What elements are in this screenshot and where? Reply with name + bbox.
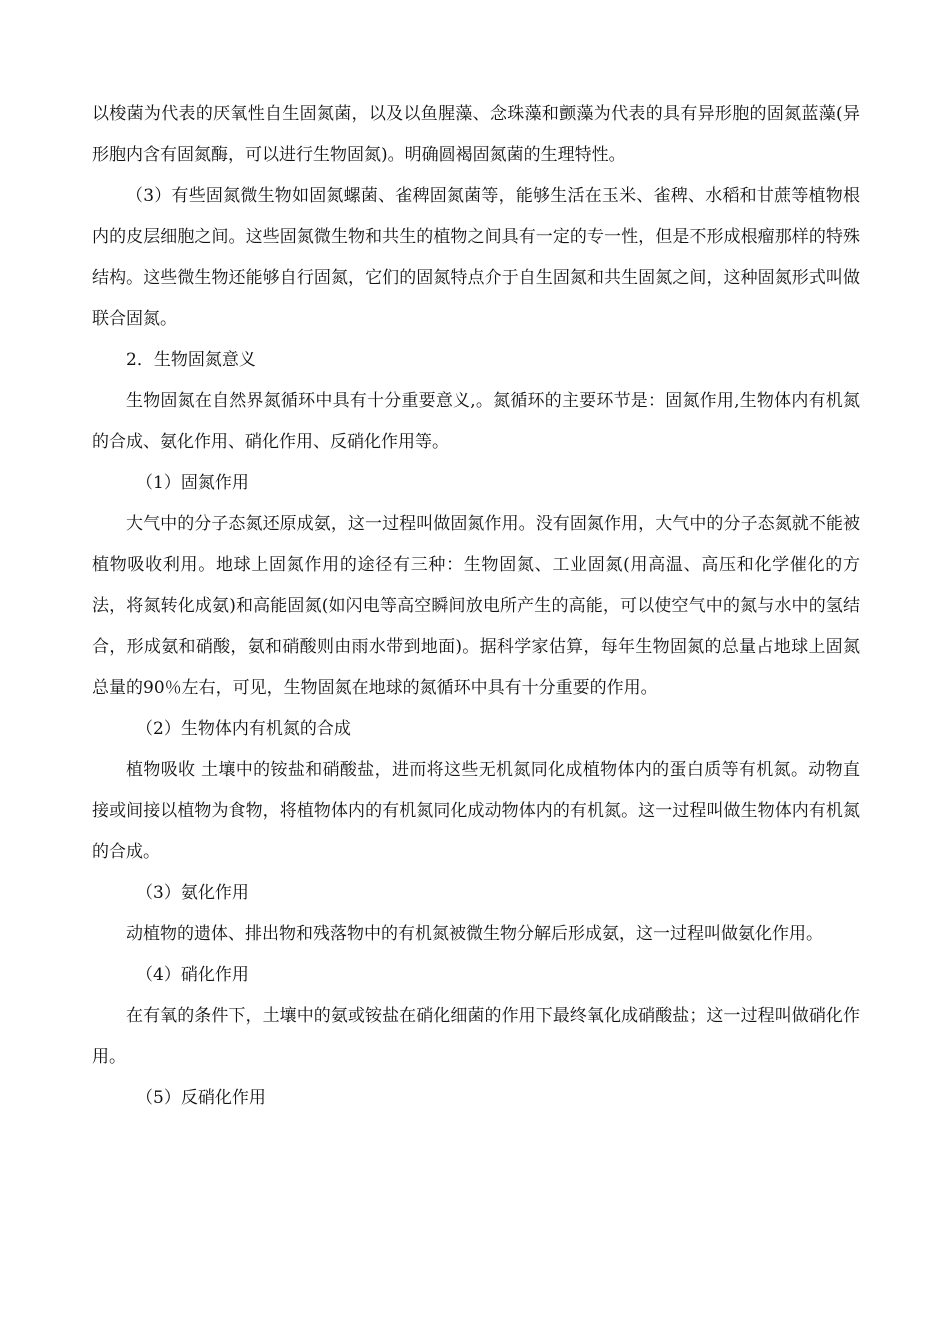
- paragraph-organic-nitrogen-synthesis: 植物吸收 土壤中的铵盐和硝酸盐，进而将这些无机氮同化成植物体内的蛋白质等有机氮。动物直接或间接以植物为食物，将植物体内的有机氮同化成动物体内的有机氮。这一过程叫做生物体内有机氮的合成。: [92, 760, 860, 862]
- paragraph-nitrogen-cycle: 生物固氮在自然界氮循环中具有十分重要意义,。氮循环的主要环节是：固氮作用,生物体内有机氮的合成、氨化作用、硝化作用、反硝化作用等。: [92, 391, 860, 452]
- paragraph-nitrification: 在有氧的条件下，土壤中的氨或铵盐在硝化细菌的作用下最终氧化成硝酸盐；这一过程叫做硝化作用。: [92, 1006, 860, 1067]
- document-body: [92, 94, 860, 1119]
- paragraph-associative-fixation: （3）有些固氮微生物如固氮螺菌、雀稗固氮菌等，能够生活在玉米、雀稗、水稻和甘蔗等植物根内的皮层细胞之间。这些固氮微生物和共生的植物之间具有一定的专一性，但是不形成根瘤那样的特殊结构。这些微生物还能够自行固氮，它们的固氮特点介于自生固氮和共生固氮之间，这种固氮形式叫做联合固氮。: [92, 186, 860, 329]
- paragraph-anaerobic-bacteria: 以梭菌为代表的厌氧性自生固氮菌，以及以鱼腥藻、念珠藻和颤藻为代表的具有异形胞的固氮蓝藻(异形胞内含有固氮酶，可以进行生物固氮)。明确圆褐固氮菌的生理特性。: [92, 104, 860, 165]
- section-heading-significance: 2．生物固氮意义: [126, 350, 256, 370]
- subheading-nitrification: （4）硝化作用: [136, 965, 249, 985]
- subheading-organic-nitrogen-synthesis: （2）生物体内有机氮的合成: [136, 719, 351, 739]
- paragraph-nitrogen-fixation: 大气中的分子态氮还原成氨，这一过程叫做固氮作用。没有固氮作用，大气中的分子态氮就不能被植物吸收利用。地球上固氮作用的途径有三种：生物固氮、工业固氮(用高温、高压和化学催化的方法，将氮转化成氨)和高能固氮(如闪电等高空瞬间放电所产生的高能，可以使空气中的氮与水中的氢结合，形成氨和硝酸，氨和硝酸则由雨水带到地面)。据科学家估算，每年生物固氮的总量占地球上固氮总量的90％左右，可见，生物固氮在地球的氮循环中具有十分重要的作用。: [92, 514, 860, 698]
- subheading-nitrogen-fixation: （1）固氮作用: [136, 473, 249, 493]
- paragraph-ammonification: 动植物的遗体、排出物和残落物中的有机氮被微生物分解后形成氨，这一过程叫做氨化作用。: [126, 924, 823, 944]
- subheading-denitrification: （5）反硝化作用: [136, 1088, 266, 1108]
- subheading-ammonification: （3）氨化作用: [136, 883, 249, 903]
